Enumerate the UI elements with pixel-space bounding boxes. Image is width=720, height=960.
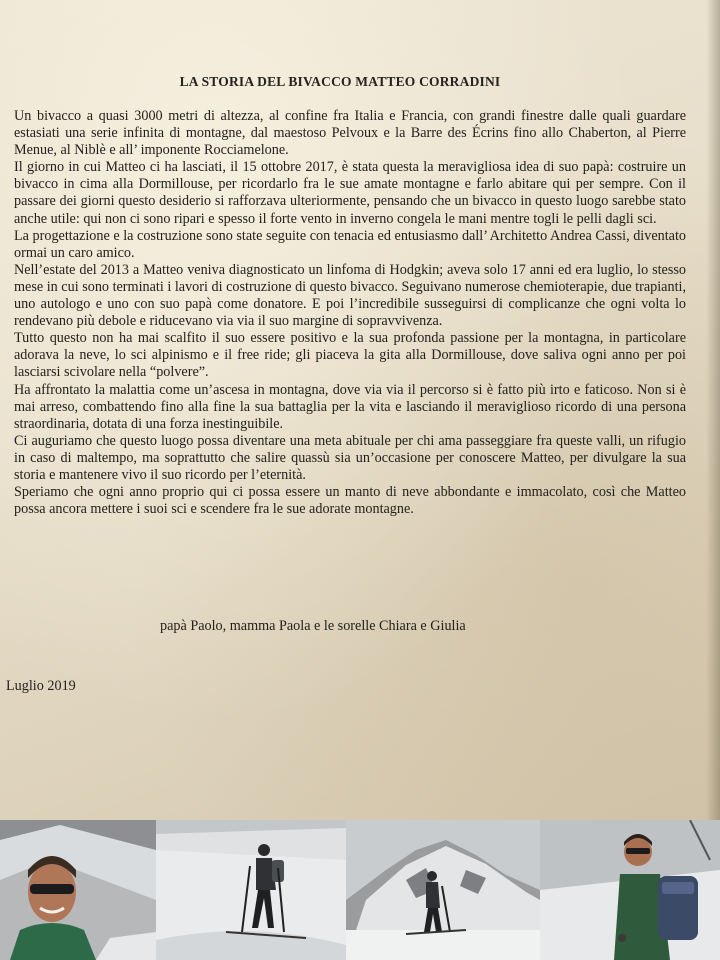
signature: papà Paolo, mamma Paola e le sorelle Chiara e Giulia — [160, 618, 466, 634]
paragraph: La progettazione e la costruzione sono state seguite con tenacia ed entusiasmo dall’ Architetto Andrea Cassi, diventato ormai un caro amico. — [14, 227, 686, 261]
document-date: Luglio 2019 — [6, 678, 76, 694]
photo-strip — [0, 820, 720, 960]
paragraph: Un bivacco a quasi 3000 metri di altezza, al confine fra Italia e Francia, con grandi finestre dalle quali guardare estasiati una serie infinita di montagne, dal maestoso Pelvoux e la Barre des Écrins fino allo Chaberton, al Pierre Menue, al Niblè e all’ imponente Rocciamelone. — [14, 108, 686, 159]
document-body — [14, 108, 686, 518]
photo-ski-touring — [156, 820, 346, 960]
photo-portrait-skier — [0, 820, 156, 960]
paragraph: Ha affrontato la malattia come un’ascesa in montagna, dove via via il percorso si è fatto più irto e faticoso. Non si è mai arreso, combattendo fino alla fine la sua battaglia per la vita e lasciando il meraviglioso ricordo di una persona straordinaria, dotata di una forza inestinguibile. — [14, 381, 686, 432]
photo-mountain-climb — [346, 820, 540, 960]
paragraph: Ci auguriamo che questo luogo possa diventare una meta abituale per chi ama passeggiare fra queste valli, un rifugio in caso di maltempo, ma soprattutto che salire quassù sia un’occasione per conoscere Matteo, per divulgare la sua storia e mantenere vivo il suo ricordo per l’eternità. — [14, 432, 686, 483]
paragraph: Tutto questo non ha mai scalfito il suo essere positivo e la sua profonda passione per la montagna, in particolare adorava la neve, lo sci alpinismo e il free ride; gli piaceva la gita alla Dormillouse, dove saliva ogni anno per poi lasciarsi scivolare nella “polvere”. — [14, 330, 686, 381]
paragraph: Speriamo che ogni anno proprio qui ci possa essere un manto di neve abbondante e immacolato, così che Matteo possa ancora mettere i suoi sci e scendere fra le sue adorate montagne. — [14, 484, 686, 518]
paragraph: Nell’estate del 2013 a Matteo veniva diagnosticato un linfoma di Hodgkin; aveva solo 17 anni ed era luglio, lo stesso mese in cui sono terminati i lavori di costruzione di questo bivacco. Seguivano numerose chemioterapie, due trapianti, uno autologo e uno con suo papà come donatore. E poi l’incredibile susseguirsi di complicanze che ogni volta lo rendevano più debole e riducevano via via il suo margine di sopravvivenza. — [14, 261, 686, 330]
photo-skier-backpack — [540, 820, 720, 960]
paragraph: Il giorno in cui Matteo ci ha lasciati, il 15 ottobre 2017, è stata questa la meravigliosa idea di suo papà: costruire un bivacco in cima alla Dormillouse, per ricordarlo fra le sue amate montagne e farlo abitare qui per sempre. Con il passare dei giorni questo desiderio si rafforzava ulteriormente, pensando che un bivacco in questo luogo sarebbe stato anche utile: qui non ci sono ripari e spesso il forte vento in inverno congela le mani mentre togli le pelli dagli sci. — [14, 159, 686, 227]
document-title: LA STORIA DEL BIVACCO MATTEO CORRADINI — [179, 74, 501, 89]
